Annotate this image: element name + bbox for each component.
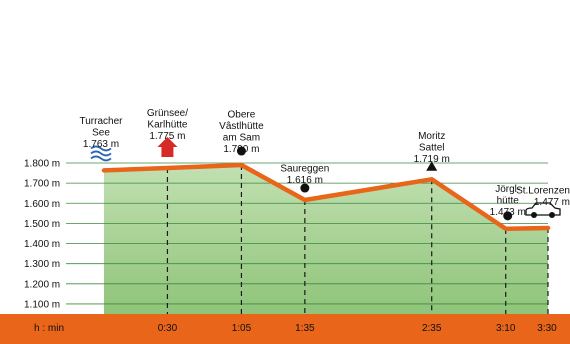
waypoint-name: am Sam [222,132,261,144]
waypoint-elevation: 1.775 m [149,131,186,142]
waypoint-elevation: 1.616 m [286,175,323,186]
waypoint-name: Karlhütte [147,119,188,131]
waypoint-name: Turracher [79,116,123,127]
y-tick-label: 1.400 m [24,239,61,251]
water-wave [91,151,111,155]
waypoint-name: Obere [227,109,256,121]
x-tick-label: 3:30 [537,323,557,334]
x-tick-label: 1:35 [295,323,315,334]
waypoint-elevation: 1.763 m [82,139,120,150]
waypoint-name: Jörgl- [495,184,521,195]
waypoint-name: Moritz [418,131,446,142]
x-tick-label: 2:35 [421,323,442,334]
y-tick-label: 1.200 m [24,279,61,291]
y-tick-label: 1.300 m [24,259,61,271]
car-wheel [531,212,537,218]
x-tick-label: 1:05 [231,323,252,334]
y-tick-label: 1.500 m [24,218,61,230]
waypoint-name: Vâstlhütte [219,121,264,132]
water-wave [91,156,111,160]
waypoint-elevation: 1.790 m [223,144,260,155]
elevation-area [104,165,548,314]
waypoint-name: St.Lorenzen [516,185,570,197]
waypoint-elevation: 1.719 m [413,154,450,165]
waypoint-name: Saureggen [280,163,330,175]
time-axis-bar [0,314,570,344]
waypoint-name: hütte [496,195,519,207]
y-tick-label: 1.100 m [24,299,61,311]
x-tick-label: 0:30 [157,323,178,334]
waypoint-name: Sattel [418,142,445,154]
waypoint-name: Grünsee/ [146,108,188,119]
waypoint-elevation: 1.473 m [489,207,526,218]
y-tick-label: 1.600 m [24,198,61,210]
car-wheel [549,212,555,218]
x-tick-label: 3:10 [495,323,516,334]
waypoint-name: See [92,127,110,139]
y-tick-label: 1.800 m [24,158,61,170]
y-tick-label: 1.700 m [24,178,61,190]
time-axis-label: h : min [34,323,65,334]
waypoint-elevation: 1.477 m [533,197,570,208]
